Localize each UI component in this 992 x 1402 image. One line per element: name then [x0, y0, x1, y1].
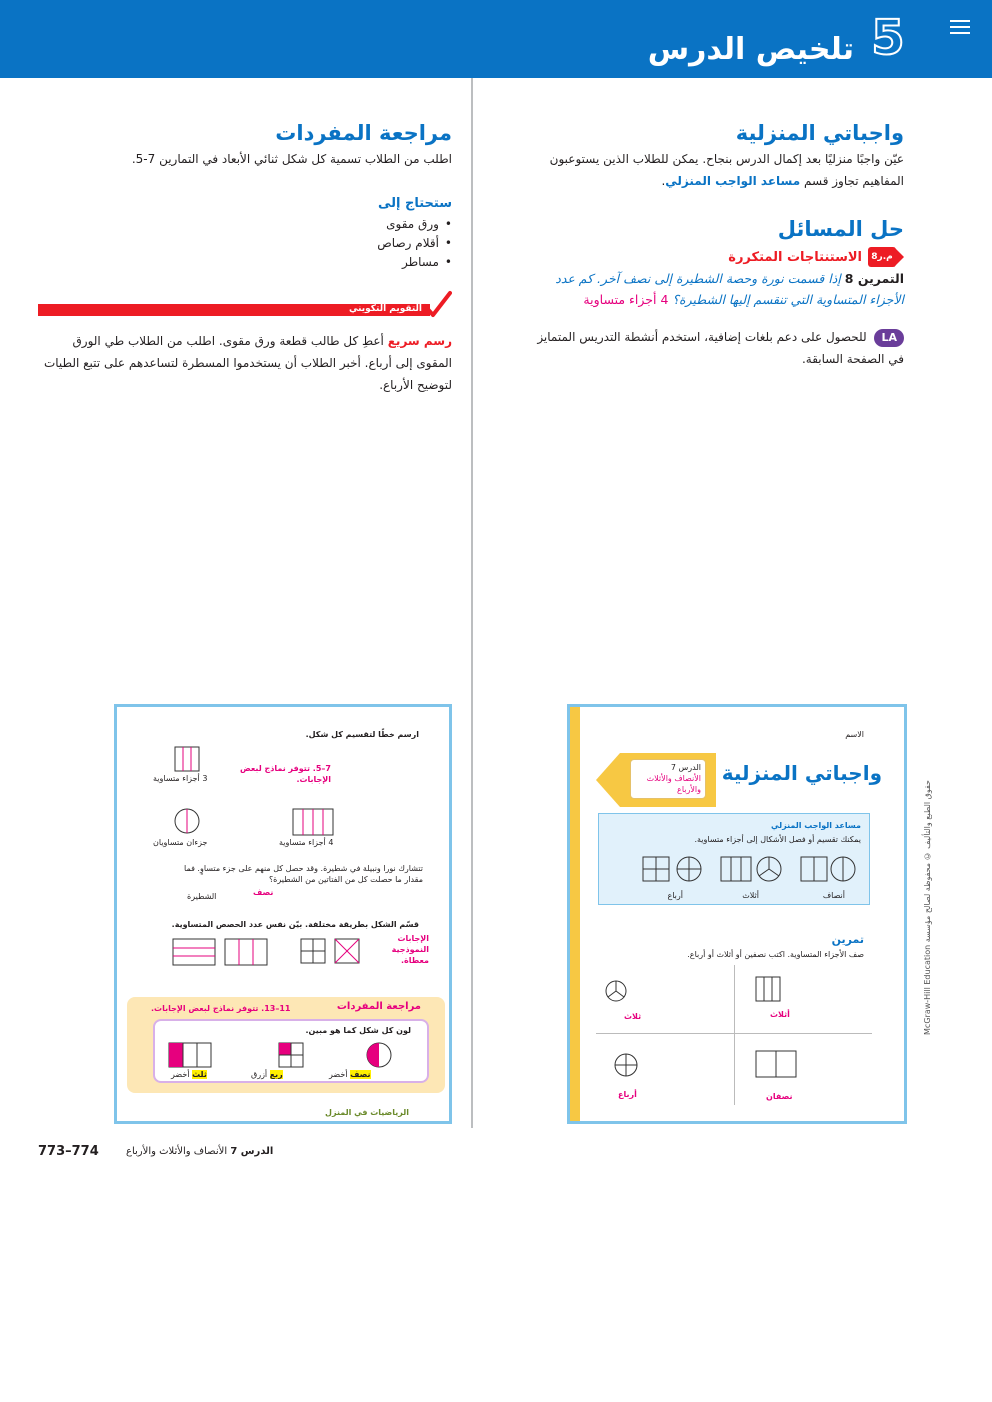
instruction-1: ارسم خطًا لتقسيم كل شكل. — [305, 730, 419, 739]
label-5: 3 أجزاء متساوية — [153, 774, 208, 783]
banner-title: واجباتي المنزلية — [721, 761, 882, 785]
practice-shapes — [596, 971, 872, 1111]
answer-4: نصفان — [766, 1092, 793, 1101]
answer-1: ثلاث — [624, 1012, 642, 1021]
checkmark-icon — [422, 290, 452, 320]
homework-title: واجباتي المنزلية — [735, 121, 904, 145]
answer-key-thumbnail — [114, 704, 452, 1124]
materials-list — [38, 215, 452, 272]
mathematical-practice-badge: م.ر8 — [868, 246, 904, 268]
practice-tag — [524, 246, 904, 268]
vocab-review-title: مراجعة المفردات — [275, 121, 452, 145]
label-6: جزءان متساويان — [153, 838, 208, 847]
model-note: الإجابات النموذجية معطاة. — [391, 934, 429, 965]
quick-draw: رسم سريع أعطِ كل طالب قطعة ورق مقوى. اطلب من الطلاب طي الورق المقوى إلى أرباع. أخبر الطلاب أن يستخدموا المسطرة لتساعدهم على تتبع الطيات لتوضيح الأرباع. — [43, 334, 452, 392]
copyright-strip: حقوق الطبع والتأليف © محفوظة لصالح مؤسسة McGraw-Hill Education — [923, 780, 932, 1035]
exercise-shapes-9-10 — [171, 935, 361, 971]
list-item: • مساطر — [38, 253, 452, 272]
language-support: LA للحصول على دعم بلغات إضافية، استخدم أنشطة التدريس المتمايز في الصفحة السابقة. — [537, 330, 904, 366]
answer-8: نصف — [253, 888, 274, 897]
right-column — [524, 118, 904, 370]
header-band — [0, 0, 992, 78]
instruction-2: قسّم الشكل بطريقة مختلفة. بيّن نفس عدد الحصص المتساوية. — [171, 920, 419, 929]
answer-8-unit: الشطيرة — [187, 892, 217, 901]
note-5-7: 7–5. تتوفر نماذج لبعض الإجابات. — [240, 764, 331, 784]
la-badge: LA — [874, 329, 904, 347]
vocab-review-text: اطلب من الطلاب تسمية كل شكل ثنائي الأبعاد في التمارين 7-5. — [131, 152, 452, 166]
page-title: تلخيص الدرس — [647, 32, 854, 67]
materials-title: ستحتاج إلى — [377, 196, 452, 211]
problem-solving-title: حل المسائل — [777, 217, 904, 241]
homework-helper-box: مساعد الواجب المنزلي يمكنك تقسيم أو فصل الأشكال إلى أجزاء متساوية. أنصاف أثلاث أرباع — [598, 813, 870, 905]
practice-tag-title: الاستنتاجات المتكررة — [728, 249, 862, 265]
vocab-review-box: مراجعة المفردات 11–13. تتوفر نماذج لبعض الإجابات. لون كل شكل كما هو مبين. نصف أخضر ربع أزرق ثلث أخضر — [127, 997, 445, 1093]
answer-2: أثلاث — [770, 1010, 790, 1019]
question-8: تتشارك نورا ونبيلة في شطيرة. وقد حصل كل منهم على جزء متساوٍ. فما مقدار ما حصلت كل من الفتاتين من الشطيرة؟ — [184, 864, 423, 884]
homework-text: عيّن واجبًا منزليًا بعد إكمال الدرس بنجاح. يمكن للطلاب الذين يستوعبون المفاهيم تجاوز قسم مساعد الواجب المنزلي. — [549, 152, 904, 188]
answer-3: أرباع — [618, 1090, 637, 1099]
lesson-number: 5 — [871, 10, 905, 66]
exercise-shapes-5-7 — [157, 743, 347, 843]
practice-title: تمرين — [831, 933, 864, 946]
column-divider — [471, 78, 473, 1128]
formative-label: التقويم التكويني — [348, 304, 422, 314]
formative-assessment-bar — [38, 298, 452, 324]
list-item: • ورق مقوى — [38, 215, 452, 234]
homework-page-thumbnail — [567, 704, 907, 1124]
name-label: الاسم — [845, 730, 864, 739]
footer-lesson: الدرس 7 الأنصاف والأثلاث والأرباع — [126, 1146, 274, 1157]
vocab-shapes — [167, 1039, 417, 1069]
left-column — [38, 118, 452, 396]
page-numbers: 773–774 — [38, 1144, 99, 1159]
list-item: • أقلام رصاص — [38, 234, 452, 253]
label-7: 4 أجزاء متساوية — [279, 838, 334, 847]
practice-text: صف الأجزاء المتساوية. اكتب نصفين أو أثلاث أو أرباع. — [687, 950, 864, 959]
exercise-8: التمرين 8 إذا قسمت نورة وحصة الشطيرة إلى نصف آخر. كم عدد الأجزاء المتساوية التي تنقسم إليها الشطيرة؟ 4 أجزاء متساوية — [555, 271, 904, 307]
menu-icon[interactable] — [950, 20, 970, 36]
home-math-title: الرياضيات في المنزل — [325, 1108, 409, 1117]
homework-banner: الدرس 7 الأنصاف والأثلاث والأرباع واجباتي المنزلية — [596, 747, 892, 811]
helper-shapes — [607, 854, 863, 884]
